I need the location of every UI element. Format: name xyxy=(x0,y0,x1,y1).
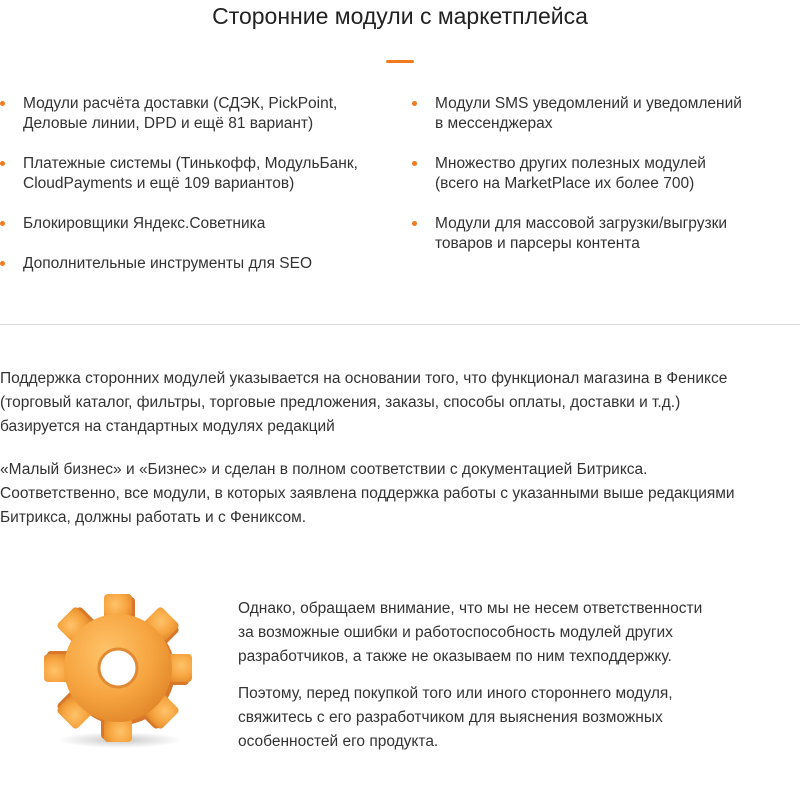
note-line: свяжитесь с его разработчиком для выяснения возможных xyxy=(238,709,663,726)
title-accent-line xyxy=(386,60,414,63)
paragraph-line: Поддержка сторонних модулей указывается на основании того, что функционал магазина в Фениксе xyxy=(0,370,728,387)
bullet-icon xyxy=(0,101,5,106)
support-paragraph xyxy=(0,367,800,439)
paragraph-line: базируется на стандартных модулях редакций xyxy=(0,418,335,435)
page-title: Сторонние модули с маркетплейса xyxy=(212,3,588,29)
features-list-right xyxy=(412,94,800,274)
note-line: Поэтому, перед покупкой того или иного стороннего модуля, xyxy=(238,685,673,702)
feature-text-line: Модули для массовой загрузки/выгрузки xyxy=(435,215,728,232)
paragraph-line: Битрикса, должны работать и с Фениксом. xyxy=(0,509,307,526)
bullet-icon xyxy=(412,161,417,166)
feature-text-line: в мессенджерах xyxy=(435,115,553,132)
feature-text-line: Модули расчёта доставки (СДЭК, PickPoint, xyxy=(23,95,338,112)
note-line: разработчиков, а также не оказываем по ним техподдержку. xyxy=(238,648,672,665)
bullet-icon xyxy=(412,221,417,226)
compatibility-paragraph xyxy=(0,458,800,530)
feature-text-line: (всего на MarketPlace их более 700) xyxy=(435,175,695,192)
feature-item xyxy=(412,94,800,134)
feature-text-line: Деловые линии, DPD и ещё 81 вариант) xyxy=(23,115,314,132)
feature-item xyxy=(0,254,390,274)
bullet-icon xyxy=(0,161,5,166)
feature-text-line: Модули SMS уведомлений и уведомлений xyxy=(435,95,742,112)
note-line: Однако, обращаем внимание, что мы не несем ответственности xyxy=(238,600,703,617)
feature-item xyxy=(0,214,390,234)
features-list-left xyxy=(0,94,390,294)
bullet-icon xyxy=(0,261,5,266)
feature-text-line: Платежные системы (Тинькофф, МодульБанк, xyxy=(23,155,358,172)
note-line: за возможные ошибки и работоспособность модулей других xyxy=(238,624,673,641)
note-line: особенностей его продукта. xyxy=(238,733,439,750)
feature-text-line: CloudPayments и ещё 109 вариантов) xyxy=(23,175,295,192)
section-divider xyxy=(0,324,800,325)
feature-item xyxy=(0,154,390,194)
feature-item xyxy=(412,154,800,194)
paragraph-line: «Малый бизнес» и «Бизнес» и сделан в полном соответствии с документацией Битрикса. xyxy=(0,461,648,478)
advice-note xyxy=(238,682,758,754)
feature-item xyxy=(0,94,390,134)
gear-body xyxy=(44,594,192,742)
feature-text-line: товаров и парсеры контента xyxy=(435,235,640,252)
gear-illustration xyxy=(38,590,198,750)
paragraph-line: (торговый каталог, фильтры, торговые предложения, заказы, способы оплаты, доставки и т.д.) xyxy=(0,394,681,411)
feature-text-line: Дополнительные инструменты для SEO xyxy=(23,255,312,272)
bullet-icon xyxy=(412,101,417,106)
feature-text-line: Блокировщики Яндекс.Советника xyxy=(23,215,266,232)
bullet-icon xyxy=(0,221,5,226)
paragraph-line: Соответственно, все модули, в которых заявлена поддержка работы с указанными выше редакциями xyxy=(0,485,735,502)
disclaimer-note xyxy=(238,597,758,669)
gear-icon xyxy=(38,590,198,750)
feature-item xyxy=(412,214,800,254)
feature-text-line: Множество других полезных модулей xyxy=(435,155,706,172)
